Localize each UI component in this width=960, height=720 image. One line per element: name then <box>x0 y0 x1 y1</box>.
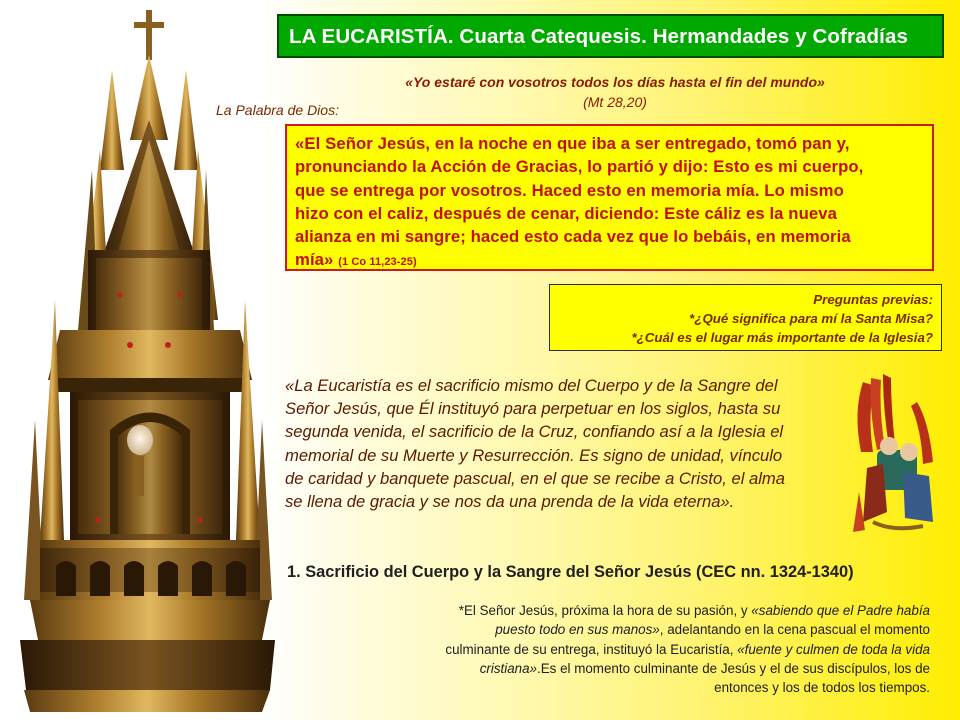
epigraph <box>300 72 930 112</box>
word-of-god-label: La Palabra de Dios: <box>216 102 339 118</box>
scripture-line <box>295 248 924 274</box>
section-line <box>320 601 930 620</box>
scripture-line: hizo con el caliz, después de cenar, diciendo: Este cáliz es la nueva <box>295 203 838 223</box>
section-line <box>320 640 930 659</box>
scripture-line: «El Señor Jesús, en la noche en que iba a ser entregado, tomó pan y, <box>295 134 850 153</box>
quote-span: «fuente y culmen de toda la vida <box>737 641 930 657</box>
catechism-line: Señor Jesús, que Él instituyó para perpetuar en los siglos, hasta su <box>285 399 781 419</box>
epigraph-reference: (Mt 28,20) <box>583 94 647 110</box>
text-span: .Es el momento culminante de Jesús y el de sus discípulos, los de <box>537 660 930 676</box>
section-line <box>320 620 930 639</box>
text-span: culminante de su entrega, instituyó la Eucaristía, <box>445 641 738 657</box>
quote-span: puesto todo en sus manos» <box>495 622 660 638</box>
catechism-quote <box>285 374 855 513</box>
questions-heading: Preguntas previas: <box>813 292 933 307</box>
scripture-line: pronunciando la Acción de Gracias, lo partió y dijo: Esto es mi cuerpo, <box>295 157 864 177</box>
catechism-line: «La Eucaristía es el sacrificio mismo del Cuerpo y de la Sangre del <box>285 376 778 395</box>
text-span: , adelantando en la cena pascual el momento <box>659 622 930 638</box>
catechism-line: de caridad y banquete pascual, en el que se recibe a Cristo, el alma <box>285 468 785 488</box>
scripture-line-end: mía» <box>295 250 334 270</box>
scripture-reference: (1 Co 11,23-25) <box>338 256 417 269</box>
section-line: entonces y los de todos los tiempos. <box>714 680 930 696</box>
page-title: LA EUCARISTÍA. Cuarta Catequesis. Hermandades y Cofradías <box>289 25 908 48</box>
question-item: *¿Cuál es el lugar más importante de la Iglesia? <box>631 330 933 345</box>
catechism-line: se llena de gracia y se nos da una prenda de la vida eterna». <box>285 492 735 512</box>
scripture-line: alianza en mi sangre; haced esto cada vez que lo bebáis, en memoria <box>295 227 851 247</box>
scripture-text <box>295 132 924 275</box>
catechism-line: memorial de su Muerte y Resurrección. Es signo de unidad, vínculo <box>285 445 783 465</box>
text-span: *El Señor Jesús, próxima la hora de su pasión, y <box>458 603 752 618</box>
angels-illustration <box>843 372 949 540</box>
catechism-line: segunda venida, el sacrificio de la Cruz, confiando así a la Iglesia el <box>285 422 784 442</box>
section-line <box>320 659 930 678</box>
quote-span: cristiana» <box>479 660 537 676</box>
question-item: *¿Qué significa para mí la Santa Misa? <box>689 311 933 326</box>
scripture-box <box>285 124 934 271</box>
section-1-body <box>320 601 930 697</box>
quote-span: «sabiendo que el Padre había <box>751 603 930 618</box>
questions-box <box>549 284 942 351</box>
section-1-title: 1. Sacrificio del Cuerpo y la Sangre del Señor Jesús (CEC nn. 1324-1340) <box>287 563 854 581</box>
epigraph-quote: «Yo estaré con vosotros todos los días hasta el fin del mundo» <box>405 74 825 90</box>
title-bar <box>277 14 944 58</box>
scripture-line: que se entrega por vosotros. Haced esto en memoria mía. Lo mismo <box>295 180 844 200</box>
